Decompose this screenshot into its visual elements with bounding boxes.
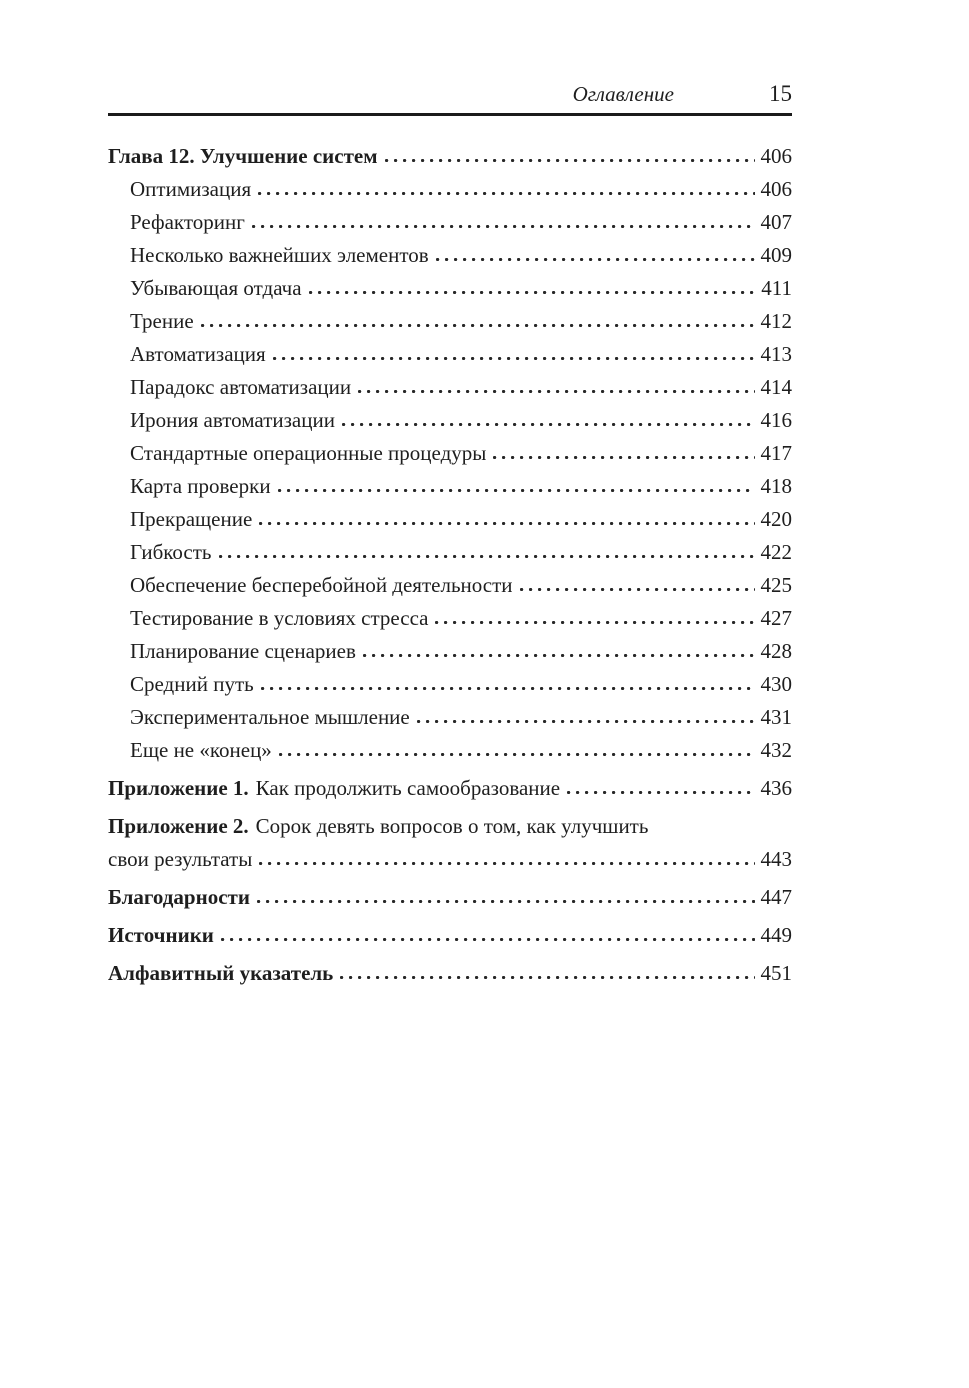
toc-leader-dots <box>436 245 755 262</box>
toc-entry-label: Оптимизация <box>130 177 252 201</box>
toc-page-number: 443 <box>760 847 792 871</box>
toc-leader-dots <box>261 674 755 691</box>
toc-page-number: 431 <box>760 705 792 729</box>
page-header <box>108 0 792 106</box>
toc-leader-dots <box>219 542 755 559</box>
toc-leader-dots <box>309 278 756 295</box>
toc-entry-label: Планирование сценариев <box>130 639 356 663</box>
toc-entry <box>108 541 792 563</box>
toc-leader-dots <box>435 608 754 625</box>
toc-entry <box>108 848 792 870</box>
toc-leader-dots <box>252 212 755 229</box>
toc-entry-label: Трение <box>130 309 194 333</box>
toc-entry <box>108 475 792 497</box>
toc-entry-label: Стандартные операционные процедуры <box>130 441 487 465</box>
toc-entry <box>108 145 792 167</box>
toc-entry-prefix: Приложение 2. <box>108 814 249 838</box>
toc-page-number: 420 <box>760 507 792 531</box>
toc-entry-label: Убывающая отдача <box>130 276 302 300</box>
toc-leader-dots <box>279 740 755 757</box>
toc-entry <box>108 211 792 233</box>
toc-entry-label: Автоматизация <box>130 342 266 366</box>
toc-page-number: 428 <box>760 639 792 663</box>
toc-entry <box>108 962 792 984</box>
toc-leader-dots <box>342 410 755 427</box>
toc-entry <box>108 706 792 728</box>
toc-entry-label: Несколько важнейших элементов <box>130 243 429 267</box>
toc-entry <box>108 508 792 530</box>
toc-page-number: 430 <box>760 672 792 696</box>
toc-entry-label: Глава 12. Улучшение систем <box>108 144 378 168</box>
toc-leader-dots <box>358 377 754 394</box>
toc-entry <box>108 607 792 629</box>
toc-entry <box>108 673 792 695</box>
toc-entry-label: Обеспечение бесперебойной деятельности <box>130 573 513 597</box>
toc-entry-label: Рефакторинг <box>130 210 245 234</box>
toc-page-number: 449 <box>760 923 792 947</box>
toc-page-number: 427 <box>760 606 792 630</box>
toc-entry-prefix: Приложение 1. <box>108 776 249 800</box>
toc-page-number: 417 <box>760 441 792 465</box>
toc-entry-label: Благодарности <box>108 885 250 909</box>
toc-page-number: 413 <box>760 342 792 366</box>
toc-entry-label: Экспериментальное мышление <box>130 705 410 729</box>
toc-page-number: 451 <box>760 961 792 985</box>
toc-entry-label: Прекращение <box>130 507 253 531</box>
toc-page-number: 412 <box>760 309 792 333</box>
toc-entry-label: Парадокс автоматизации <box>130 375 352 399</box>
toc-entry <box>108 815 792 837</box>
page-number: 15 <box>769 81 792 106</box>
toc-entry-label: Источники <box>108 923 214 947</box>
toc-entry-label: Ирония автоматизации <box>130 408 335 432</box>
toc-entry <box>108 277 792 299</box>
toc-page-number: 409 <box>760 243 792 267</box>
toc-entry-label: Как продолжить самообразование <box>255 776 561 800</box>
toc-page-number: 432 <box>760 738 792 762</box>
toc-entry <box>108 886 792 908</box>
toc-page-number: 407 <box>760 210 792 234</box>
running-title: Оглавление <box>572 82 674 106</box>
toc-leader-dots <box>201 311 755 328</box>
toc-entry-label: Гибкость <box>130 540 212 564</box>
toc-entry <box>108 739 792 761</box>
toc-page-number: 406 <box>760 144 792 168</box>
page-content <box>108 0 792 995</box>
toc-page-number: 422 <box>760 540 792 564</box>
toc-page-number: 416 <box>760 408 792 432</box>
toc-leader-dots <box>273 344 755 361</box>
toc-leader-dots <box>340 963 754 980</box>
toc-entry <box>108 343 792 365</box>
toc-entry-label: Карта проверки <box>130 474 271 498</box>
toc-page-number: 414 <box>760 375 792 399</box>
toc-leader-dots <box>363 641 755 658</box>
toc-leader-dots <box>259 849 754 866</box>
toc-page-number: 436 <box>760 776 792 800</box>
toc-entry-label: Тестирование в условиях стресса <box>130 606 429 630</box>
toc-leader-dots <box>259 509 754 526</box>
toc-leader-dots <box>278 476 755 493</box>
toc-entry <box>108 924 792 946</box>
toc-entry-label: Алфавитный указатель <box>108 961 334 985</box>
toc-leader-dots <box>417 707 755 724</box>
header-rule <box>108 113 792 116</box>
toc-entry <box>108 244 792 266</box>
toc-leader-dots <box>493 443 754 460</box>
toc-leader-dots <box>257 887 755 904</box>
toc-entry <box>108 574 792 596</box>
toc-leader-dots <box>221 925 755 942</box>
toc-entry <box>108 442 792 464</box>
toc-entry-label: Сорок девять вопросов о том, как улучшить <box>255 814 649 838</box>
toc-entry <box>108 310 792 332</box>
toc-page-number: 425 <box>760 573 792 597</box>
table-of-contents <box>108 145 792 984</box>
toc-entry-label: свои результаты <box>108 847 253 871</box>
toc-entry <box>108 640 792 662</box>
toc-entry-label: Средний путь <box>130 672 254 696</box>
toc-entry <box>108 777 792 799</box>
toc-leader-dots <box>258 179 754 196</box>
toc-entry <box>108 178 792 200</box>
toc-leader-dots <box>385 146 755 163</box>
toc-page-number: 447 <box>760 885 792 909</box>
toc-entry <box>108 409 792 431</box>
toc-entry <box>108 376 792 398</box>
toc-page-number: 418 <box>760 474 792 498</box>
toc-page-number: 411 <box>761 276 792 300</box>
toc-leader-dots <box>520 575 755 592</box>
toc-page-number: 406 <box>760 177 792 201</box>
toc-entry-label: Еще не «конец» <box>130 738 272 762</box>
toc-leader-dots <box>567 778 754 795</box>
